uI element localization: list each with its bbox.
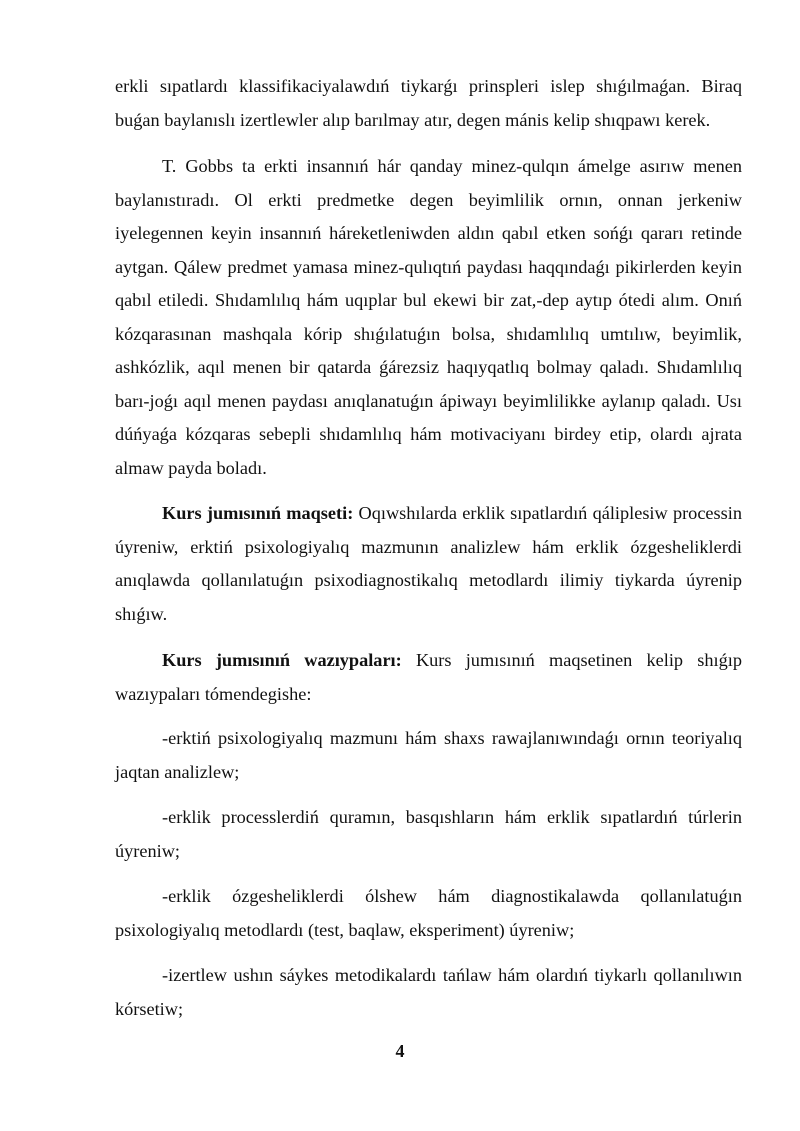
paragraph-heading: Kurs jumısınıń maqseti: — [162, 503, 354, 523]
paragraph-continued — [115, 70, 742, 137]
list-item-text: -erklik ózgesheliklerdi ólshew hám diagnostikalawda qollanılatuǵın psixologiyalıq metodlardı (test, baqlaw, eksperiment) úyreniw; — [115, 886, 742, 940]
list-item — [115, 880, 742, 947]
paragraph-gobbs — [115, 150, 742, 485]
paragraph-tasks — [115, 644, 742, 711]
list-item — [115, 801, 742, 868]
list-item — [115, 959, 742, 1026]
list-item-text: -erktiń psixologiyalıq mazmunı hám shaxs rawajlanıwındaǵı ornın teoriyalıq jaqtan analizlew; — [115, 728, 742, 782]
paragraph-text: erkli sıpatlardı klassifikaciyalawdıń tiykarǵı prinspleri islep shıǵılmaǵan. Biraq buǵan baylanıslı izertlewler alıp barılmay atır, degen mánis kelip shıqpawı kerek. — [115, 76, 742, 130]
page-number: 4 — [395, 1041, 405, 1061]
paragraph-text: T. Gobbs ta erkti insannıń hár qanday minez-qulqın ámelge asırıw menen baylanıstıradı. Ol erkti predmetke degen beyimlilik ornın, onnan jerkeniw iyelegennen keyin insannıń háreketleniwden aldın qabıl etken sońǵı qararı retinde aytgan. Qálew predmet yamasa minez-qulıqtıń paydası haqqındaǵı pikirlerden keyin qabıl etiledi. Shıdamlılıq hám uqıplar bul ekewi bir zat,-dep aytıp ótedi alım. Onıń kózqarasınan mashqala kórip shıǵılatuǵın bolsa, shıdamlılıq umtılıw, beyimlik, ashkózlik, aqıl menen bir qatarda ǵárezsiz haqıyqatlıq bolmay qaladı. Shıdamlılıq barı-joǵı aqıl menen paydası anıqlanatuǵın ápiwayı beyimlilikke aylanıp qaladı. Usı dúńyaǵa kózqaras sebepli shıdamlılıq hám motivaciyanı birdey etip, olardı ajrata almaw payda boladı. — [115, 156, 742, 478]
list-item-text: -erklik processlerdiń quramın, basqıshların hám erklik sıpatlardıń túrlerin úyreniw; — [115, 807, 742, 861]
paragraph-text: Oqıwshılarda erklik sıpatlardıń qáliplesiw processin úyreniw, erktiń psixologiyalıq mazmunın analizlew hám erklik ózgesheliklerdi anıqlawda qollanılatuǵın psixodiagnostikalıq metodlardı ilimiy tiykarda úyrenip shıǵıw. — [115, 503, 742, 624]
list-item-text: -izertlew ushın sáykes metodikalardı tańlaw hám olardıń tiykarlı qollanılıwın kórsetiw; — [115, 965, 742, 1019]
paragraph-text: Kurs jumısınıń maqsetinen kelip shıǵıp wazıypaları tómendegishe: — [115, 650, 742, 704]
paragraph-goal — [115, 497, 742, 631]
paragraph-heading: Kurs jumısınıń wazıypaları: — [162, 650, 402, 670]
list-item — [115, 722, 742, 789]
body-text — [115, 70, 742, 1026]
